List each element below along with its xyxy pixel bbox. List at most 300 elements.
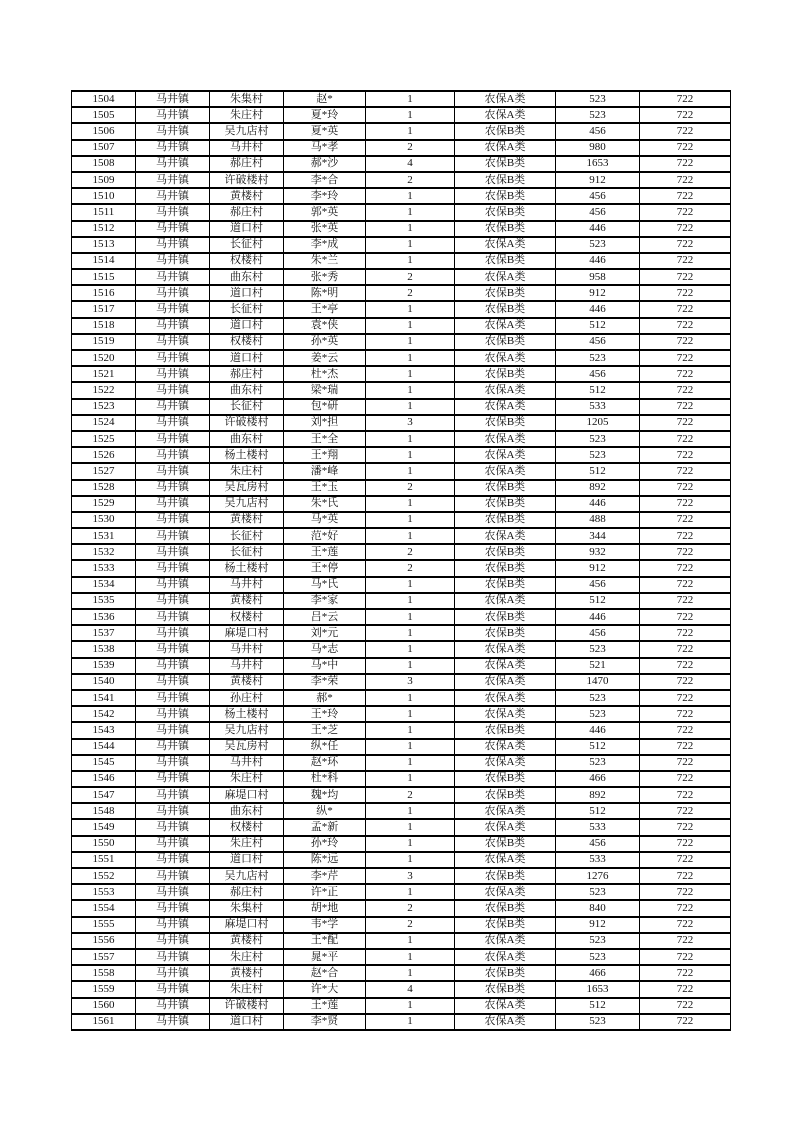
cell-persons: 1 xyxy=(366,512,455,528)
cell-persons: 1 xyxy=(366,998,455,1014)
cell-name: 刘*担 xyxy=(284,415,366,431)
cell-amount: 912 xyxy=(556,172,640,188)
cell-amount: 912 xyxy=(556,560,640,576)
cell-persons: 1 xyxy=(366,463,455,479)
cell-persons: 1 xyxy=(366,836,455,852)
cell-amount: 456 xyxy=(556,334,640,350)
cell-amount: 521 xyxy=(556,658,640,674)
cell-seq: 1551 xyxy=(72,852,136,868)
cell-category: 农保B类 xyxy=(455,188,556,204)
table-row xyxy=(72,609,731,625)
cell-name: 李*家 xyxy=(284,593,366,609)
cell-name: 夏*英 xyxy=(284,123,366,139)
cell-town: 马井镇 xyxy=(136,301,210,317)
cell-amount: 523 xyxy=(556,641,640,657)
cell-persons: 2 xyxy=(366,269,455,285)
cell-persons: 1 xyxy=(366,382,455,398)
cell-village: 长征村 xyxy=(210,528,284,544)
cell-village: 道口村 xyxy=(210,285,284,301)
cell-persons: 1 xyxy=(366,739,455,755)
cell-standard: 722 xyxy=(640,577,731,593)
cell-name: 纵*任 xyxy=(284,739,366,755)
cell-amount: 456 xyxy=(556,577,640,593)
cell-category: 农保B类 xyxy=(455,496,556,512)
cell-standard: 722 xyxy=(640,237,731,253)
cell-persons: 1 xyxy=(366,253,455,269)
table-row xyxy=(72,625,731,641)
cell-persons: 1 xyxy=(366,771,455,787)
cell-village: 吴九店村 xyxy=(210,868,284,884)
cell-town: 马井镇 xyxy=(136,463,210,479)
cell-standard: 722 xyxy=(640,334,731,350)
cell-standard: 722 xyxy=(640,884,731,900)
cell-category: 农保B类 xyxy=(455,625,556,641)
cell-seq: 1535 xyxy=(72,593,136,609)
cell-name: 马*中 xyxy=(284,658,366,674)
table-row xyxy=(72,819,731,835)
table-row xyxy=(72,188,731,204)
table-row xyxy=(72,528,731,544)
cell-seq: 1531 xyxy=(72,528,136,544)
cell-town: 马井镇 xyxy=(136,269,210,285)
cell-seq: 1524 xyxy=(72,415,136,431)
cell-village: 郝庄村 xyxy=(210,884,284,900)
cell-persons: 1 xyxy=(366,1014,455,1030)
table-row xyxy=(72,91,731,107)
cell-seq: 1517 xyxy=(72,301,136,317)
cell-seq: 1508 xyxy=(72,156,136,172)
cell-seq: 1557 xyxy=(72,949,136,965)
cell-village: 朱庄村 xyxy=(210,949,284,965)
cell-category: 农保A类 xyxy=(455,237,556,253)
cell-name: 包*研 xyxy=(284,399,366,415)
table-row xyxy=(72,107,731,123)
cell-amount: 533 xyxy=(556,819,640,835)
cell-persons: 1 xyxy=(366,107,455,123)
cell-name: 李*合 xyxy=(284,172,366,188)
cell-standard: 722 xyxy=(640,350,731,366)
cell-category: 农保B类 xyxy=(455,253,556,269)
table-row xyxy=(72,156,731,172)
cell-name: 王*配 xyxy=(284,933,366,949)
cell-town: 马井镇 xyxy=(136,658,210,674)
cell-village: 马井村 xyxy=(210,577,284,593)
cell-town: 马井镇 xyxy=(136,544,210,560)
cell-name: 孙*玲 xyxy=(284,836,366,852)
table-row xyxy=(72,544,731,560)
cell-seq: 1560 xyxy=(72,998,136,1014)
cell-amount: 1653 xyxy=(556,156,640,172)
table-row xyxy=(72,480,731,496)
cell-town: 马井镇 xyxy=(136,933,210,949)
cell-town: 马井镇 xyxy=(136,496,210,512)
cell-standard: 722 xyxy=(640,366,731,382)
cell-persons: 1 xyxy=(366,221,455,237)
cell-village: 杨土楼村 xyxy=(210,560,284,576)
table-row xyxy=(72,690,731,706)
cell-persons: 2 xyxy=(366,480,455,496)
cell-standard: 722 xyxy=(640,140,731,156)
cell-seq: 1526 xyxy=(72,447,136,463)
table-row xyxy=(72,140,731,156)
cell-standard: 722 xyxy=(640,382,731,398)
cell-village: 长征村 xyxy=(210,544,284,560)
cell-category: 农保A类 xyxy=(455,641,556,657)
cell-name: 韦*学 xyxy=(284,917,366,933)
cell-village: 朱庄村 xyxy=(210,771,284,787)
cell-amount: 523 xyxy=(556,237,640,253)
cell-name: 杜*科 xyxy=(284,771,366,787)
cell-standard: 722 xyxy=(640,480,731,496)
cell-amount: 523 xyxy=(556,755,640,771)
cell-amount: 1276 xyxy=(556,868,640,884)
cell-seq: 1514 xyxy=(72,253,136,269)
cell-village: 杨土楼村 xyxy=(210,447,284,463)
cell-seq: 1528 xyxy=(72,480,136,496)
cell-village: 朱庄村 xyxy=(210,981,284,997)
cell-seq: 1533 xyxy=(72,560,136,576)
table-row xyxy=(72,350,731,366)
cell-name: 赵*环 xyxy=(284,755,366,771)
table-row xyxy=(72,787,731,803)
cell-amount: 980 xyxy=(556,140,640,156)
cell-seq: 1505 xyxy=(72,107,136,123)
cell-seq: 1532 xyxy=(72,544,136,560)
cell-persons: 1 xyxy=(366,852,455,868)
cell-seq: 1540 xyxy=(72,674,136,690)
cell-category: 农保B类 xyxy=(455,480,556,496)
cell-category: 农保B类 xyxy=(455,836,556,852)
cell-village: 吴九店村 xyxy=(210,496,284,512)
cell-seq: 1512 xyxy=(72,221,136,237)
cell-persons: 1 xyxy=(366,91,455,107)
cell-village: 朱庄村 xyxy=(210,836,284,852)
cell-category: 农保B类 xyxy=(455,544,556,560)
cell-name: 许*正 xyxy=(284,884,366,900)
cell-seq: 1539 xyxy=(72,658,136,674)
cell-village: 黄楼村 xyxy=(210,933,284,949)
cell-name: 吕*云 xyxy=(284,609,366,625)
cell-name: 李*贤 xyxy=(284,1014,366,1030)
cell-seq: 1555 xyxy=(72,917,136,933)
cell-town: 马井镇 xyxy=(136,625,210,641)
cell-persons: 1 xyxy=(366,188,455,204)
cell-category: 农保A类 xyxy=(455,949,556,965)
cell-name: 夏*玲 xyxy=(284,107,366,123)
cell-village: 马井村 xyxy=(210,658,284,674)
cell-name: 郭*英 xyxy=(284,204,366,220)
cell-town: 马井镇 xyxy=(136,868,210,884)
cell-persons: 2 xyxy=(366,787,455,803)
cell-seq: 1521 xyxy=(72,366,136,382)
cell-village: 长征村 xyxy=(210,301,284,317)
cell-village: 道口村 xyxy=(210,350,284,366)
cell-seq: 1510 xyxy=(72,188,136,204)
cell-amount: 446 xyxy=(556,253,640,269)
cell-amount: 456 xyxy=(556,204,640,220)
cell-name: 郝*沙 xyxy=(284,156,366,172)
cell-village: 曲东村 xyxy=(210,803,284,819)
cell-name: 马*英 xyxy=(284,512,366,528)
cell-town: 马井镇 xyxy=(136,690,210,706)
cell-town: 马井镇 xyxy=(136,884,210,900)
cell-standard: 722 xyxy=(640,318,731,334)
cell-amount: 466 xyxy=(556,771,640,787)
cell-town: 马井镇 xyxy=(136,852,210,868)
table-row xyxy=(72,204,731,220)
cell-category: 农保A类 xyxy=(455,399,556,415)
cell-persons: 3 xyxy=(366,868,455,884)
cell-category: 农保A类 xyxy=(455,318,556,334)
cell-seq: 1548 xyxy=(72,803,136,819)
table-row xyxy=(72,253,731,269)
cell-category: 农保B类 xyxy=(455,771,556,787)
cell-persons: 1 xyxy=(366,803,455,819)
cell-amount: 488 xyxy=(556,512,640,528)
cell-village: 道口村 xyxy=(210,318,284,334)
cell-persons: 1 xyxy=(366,496,455,512)
cell-persons: 4 xyxy=(366,156,455,172)
cell-persons: 1 xyxy=(366,204,455,220)
cell-category: 农保B类 xyxy=(455,415,556,431)
table-row xyxy=(72,318,731,334)
cell-village: 道口村 xyxy=(210,852,284,868)
table-row xyxy=(72,803,731,819)
cell-amount: 512 xyxy=(556,463,640,479)
cell-category: 农保B类 xyxy=(455,722,556,738)
cell-standard: 722 xyxy=(640,107,731,123)
cell-persons: 1 xyxy=(366,318,455,334)
cell-standard: 722 xyxy=(640,528,731,544)
cell-persons: 2 xyxy=(366,917,455,933)
cell-amount: 523 xyxy=(556,447,640,463)
cell-amount: 912 xyxy=(556,917,640,933)
cell-town: 马井镇 xyxy=(136,156,210,172)
cell-name: 朱*兰 xyxy=(284,253,366,269)
cell-category: 农保A类 xyxy=(455,447,556,463)
cell-standard: 722 xyxy=(640,544,731,560)
cell-persons: 3 xyxy=(366,415,455,431)
cell-amount: 523 xyxy=(556,933,640,949)
cell-town: 马井镇 xyxy=(136,560,210,576)
cell-category: 农保B类 xyxy=(455,560,556,576)
cell-amount: 456 xyxy=(556,188,640,204)
cell-seq: 1538 xyxy=(72,641,136,657)
cell-village: 郝庄村 xyxy=(210,366,284,382)
cell-category: 农保A类 xyxy=(455,1014,556,1030)
cell-amount: 523 xyxy=(556,706,640,722)
cell-town: 马井镇 xyxy=(136,722,210,738)
cell-standard: 722 xyxy=(640,399,731,415)
cell-standard: 722 xyxy=(640,998,731,1014)
cell-seq: 1527 xyxy=(72,463,136,479)
table-row xyxy=(72,884,731,900)
cell-category: 农保A类 xyxy=(455,91,556,107)
cell-name: 王*停 xyxy=(284,560,366,576)
cell-name: 张*秀 xyxy=(284,269,366,285)
cell-standard: 722 xyxy=(640,221,731,237)
cell-standard: 722 xyxy=(640,285,731,301)
cell-category: 农保B类 xyxy=(455,204,556,220)
cell-name: 朱*氏 xyxy=(284,496,366,512)
cell-amount: 466 xyxy=(556,965,640,981)
cell-amount: 456 xyxy=(556,366,640,382)
cell-standard: 722 xyxy=(640,609,731,625)
cell-standard: 722 xyxy=(640,496,731,512)
cell-village: 许破楼村 xyxy=(210,415,284,431)
cell-persons: 1 xyxy=(366,237,455,253)
cell-amount: 512 xyxy=(556,998,640,1014)
cell-persons: 1 xyxy=(366,334,455,350)
cell-amount: 523 xyxy=(556,690,640,706)
cell-town: 马井镇 xyxy=(136,787,210,803)
cell-town: 马井镇 xyxy=(136,917,210,933)
cell-category: 农保A类 xyxy=(455,269,556,285)
cell-persons: 1 xyxy=(366,641,455,657)
table-row xyxy=(72,722,731,738)
cell-seq: 1504 xyxy=(72,91,136,107)
cell-category: 农保B类 xyxy=(455,366,556,382)
cell-village: 许破楼村 xyxy=(210,998,284,1014)
cell-name: 赵*合 xyxy=(284,965,366,981)
cell-standard: 722 xyxy=(640,625,731,641)
cell-persons: 1 xyxy=(366,577,455,593)
cell-persons: 3 xyxy=(366,674,455,690)
table-row xyxy=(72,399,731,415)
cell-town: 马井镇 xyxy=(136,91,210,107)
cell-town: 马井镇 xyxy=(136,399,210,415)
table-row xyxy=(72,641,731,657)
cell-village: 黄楼村 xyxy=(210,512,284,528)
cell-seq: 1552 xyxy=(72,868,136,884)
table-row xyxy=(72,237,731,253)
cell-standard: 722 xyxy=(640,269,731,285)
cell-seq: 1542 xyxy=(72,706,136,722)
cell-seq: 1537 xyxy=(72,625,136,641)
cell-town: 马井镇 xyxy=(136,204,210,220)
cell-town: 马井镇 xyxy=(136,415,210,431)
cell-standard: 722 xyxy=(640,739,731,755)
cell-category: 农保A类 xyxy=(455,674,556,690)
cell-standard: 722 xyxy=(640,690,731,706)
cell-persons: 2 xyxy=(366,560,455,576)
cell-persons: 1 xyxy=(366,884,455,900)
cell-seq: 1509 xyxy=(72,172,136,188)
cell-village: 马井村 xyxy=(210,641,284,657)
cell-name: 王*莲 xyxy=(284,998,366,1014)
cell-persons: 1 xyxy=(366,123,455,139)
cell-amount: 446 xyxy=(556,609,640,625)
cell-amount: 892 xyxy=(556,480,640,496)
cell-name: 王*亭 xyxy=(284,301,366,317)
table-row xyxy=(72,123,731,139)
cell-village: 黄楼村 xyxy=(210,188,284,204)
cell-amount: 523 xyxy=(556,1014,640,1030)
cell-persons: 4 xyxy=(366,981,455,997)
cell-amount: 892 xyxy=(556,787,640,803)
cell-standard: 722 xyxy=(640,188,731,204)
cell-town: 马井镇 xyxy=(136,577,210,593)
cell-town: 马井镇 xyxy=(136,366,210,382)
cell-category: 农保B类 xyxy=(455,868,556,884)
cell-village: 孙庄村 xyxy=(210,690,284,706)
table-row xyxy=(72,463,731,479)
cell-persons: 1 xyxy=(366,933,455,949)
cell-seq: 1545 xyxy=(72,755,136,771)
cell-village: 权楼村 xyxy=(210,609,284,625)
cell-amount: 456 xyxy=(556,123,640,139)
cell-village: 马井村 xyxy=(210,140,284,156)
cell-standard: 722 xyxy=(640,658,731,674)
cell-village: 权楼村 xyxy=(210,253,284,269)
cell-category: 农保B类 xyxy=(455,156,556,172)
cell-category: 农保A类 xyxy=(455,755,556,771)
cell-name: 马*志 xyxy=(284,641,366,657)
table-row xyxy=(72,674,731,690)
insurance-payment-table xyxy=(71,90,731,1031)
cell-persons: 1 xyxy=(366,609,455,625)
cell-category: 农保A类 xyxy=(455,803,556,819)
cell-persons: 1 xyxy=(366,722,455,738)
cell-seq: 1541 xyxy=(72,690,136,706)
cell-town: 马井镇 xyxy=(136,253,210,269)
cell-standard: 722 xyxy=(640,91,731,107)
cell-village: 曲东村 xyxy=(210,431,284,447)
cell-town: 马井镇 xyxy=(136,836,210,852)
cell-seq: 1515 xyxy=(72,269,136,285)
cell-persons: 2 xyxy=(366,140,455,156)
cell-seq: 1511 xyxy=(72,204,136,220)
cell-town: 马井镇 xyxy=(136,641,210,657)
cell-name: 潘*峰 xyxy=(284,463,366,479)
cell-town: 马井镇 xyxy=(136,949,210,965)
cell-amount: 456 xyxy=(556,836,640,852)
cell-town: 马井镇 xyxy=(136,803,210,819)
cell-category: 农保A类 xyxy=(455,739,556,755)
cell-amount: 912 xyxy=(556,285,640,301)
table-row xyxy=(72,868,731,884)
cell-town: 马井镇 xyxy=(136,140,210,156)
cell-standard: 722 xyxy=(640,949,731,965)
cell-amount: 533 xyxy=(556,399,640,415)
cell-village: 麻堤口村 xyxy=(210,917,284,933)
cell-village: 权楼村 xyxy=(210,819,284,835)
cell-category: 农保B类 xyxy=(455,609,556,625)
cell-seq: 1534 xyxy=(72,577,136,593)
table-row xyxy=(72,739,731,755)
cell-town: 马井镇 xyxy=(136,771,210,787)
cell-category: 农保B类 xyxy=(455,334,556,350)
cell-village: 黄楼村 xyxy=(210,593,284,609)
table-row xyxy=(72,172,731,188)
cell-town: 马井镇 xyxy=(136,237,210,253)
cell-persons: 1 xyxy=(366,690,455,706)
cell-category: 农保B类 xyxy=(455,965,556,981)
cell-amount: 446 xyxy=(556,301,640,317)
cell-town: 马井镇 xyxy=(136,350,210,366)
cell-name: 纵* xyxy=(284,803,366,819)
cell-name: 马*孝 xyxy=(284,140,366,156)
cell-town: 马井镇 xyxy=(136,900,210,916)
cell-category: 农保A类 xyxy=(455,998,556,1014)
cell-town: 马井镇 xyxy=(136,334,210,350)
cell-town: 马井镇 xyxy=(136,593,210,609)
table-row xyxy=(72,577,731,593)
cell-seq: 1516 xyxy=(72,285,136,301)
cell-town: 马井镇 xyxy=(136,998,210,1014)
cell-name: 孟*新 xyxy=(284,819,366,835)
cell-name: 李*芹 xyxy=(284,868,366,884)
